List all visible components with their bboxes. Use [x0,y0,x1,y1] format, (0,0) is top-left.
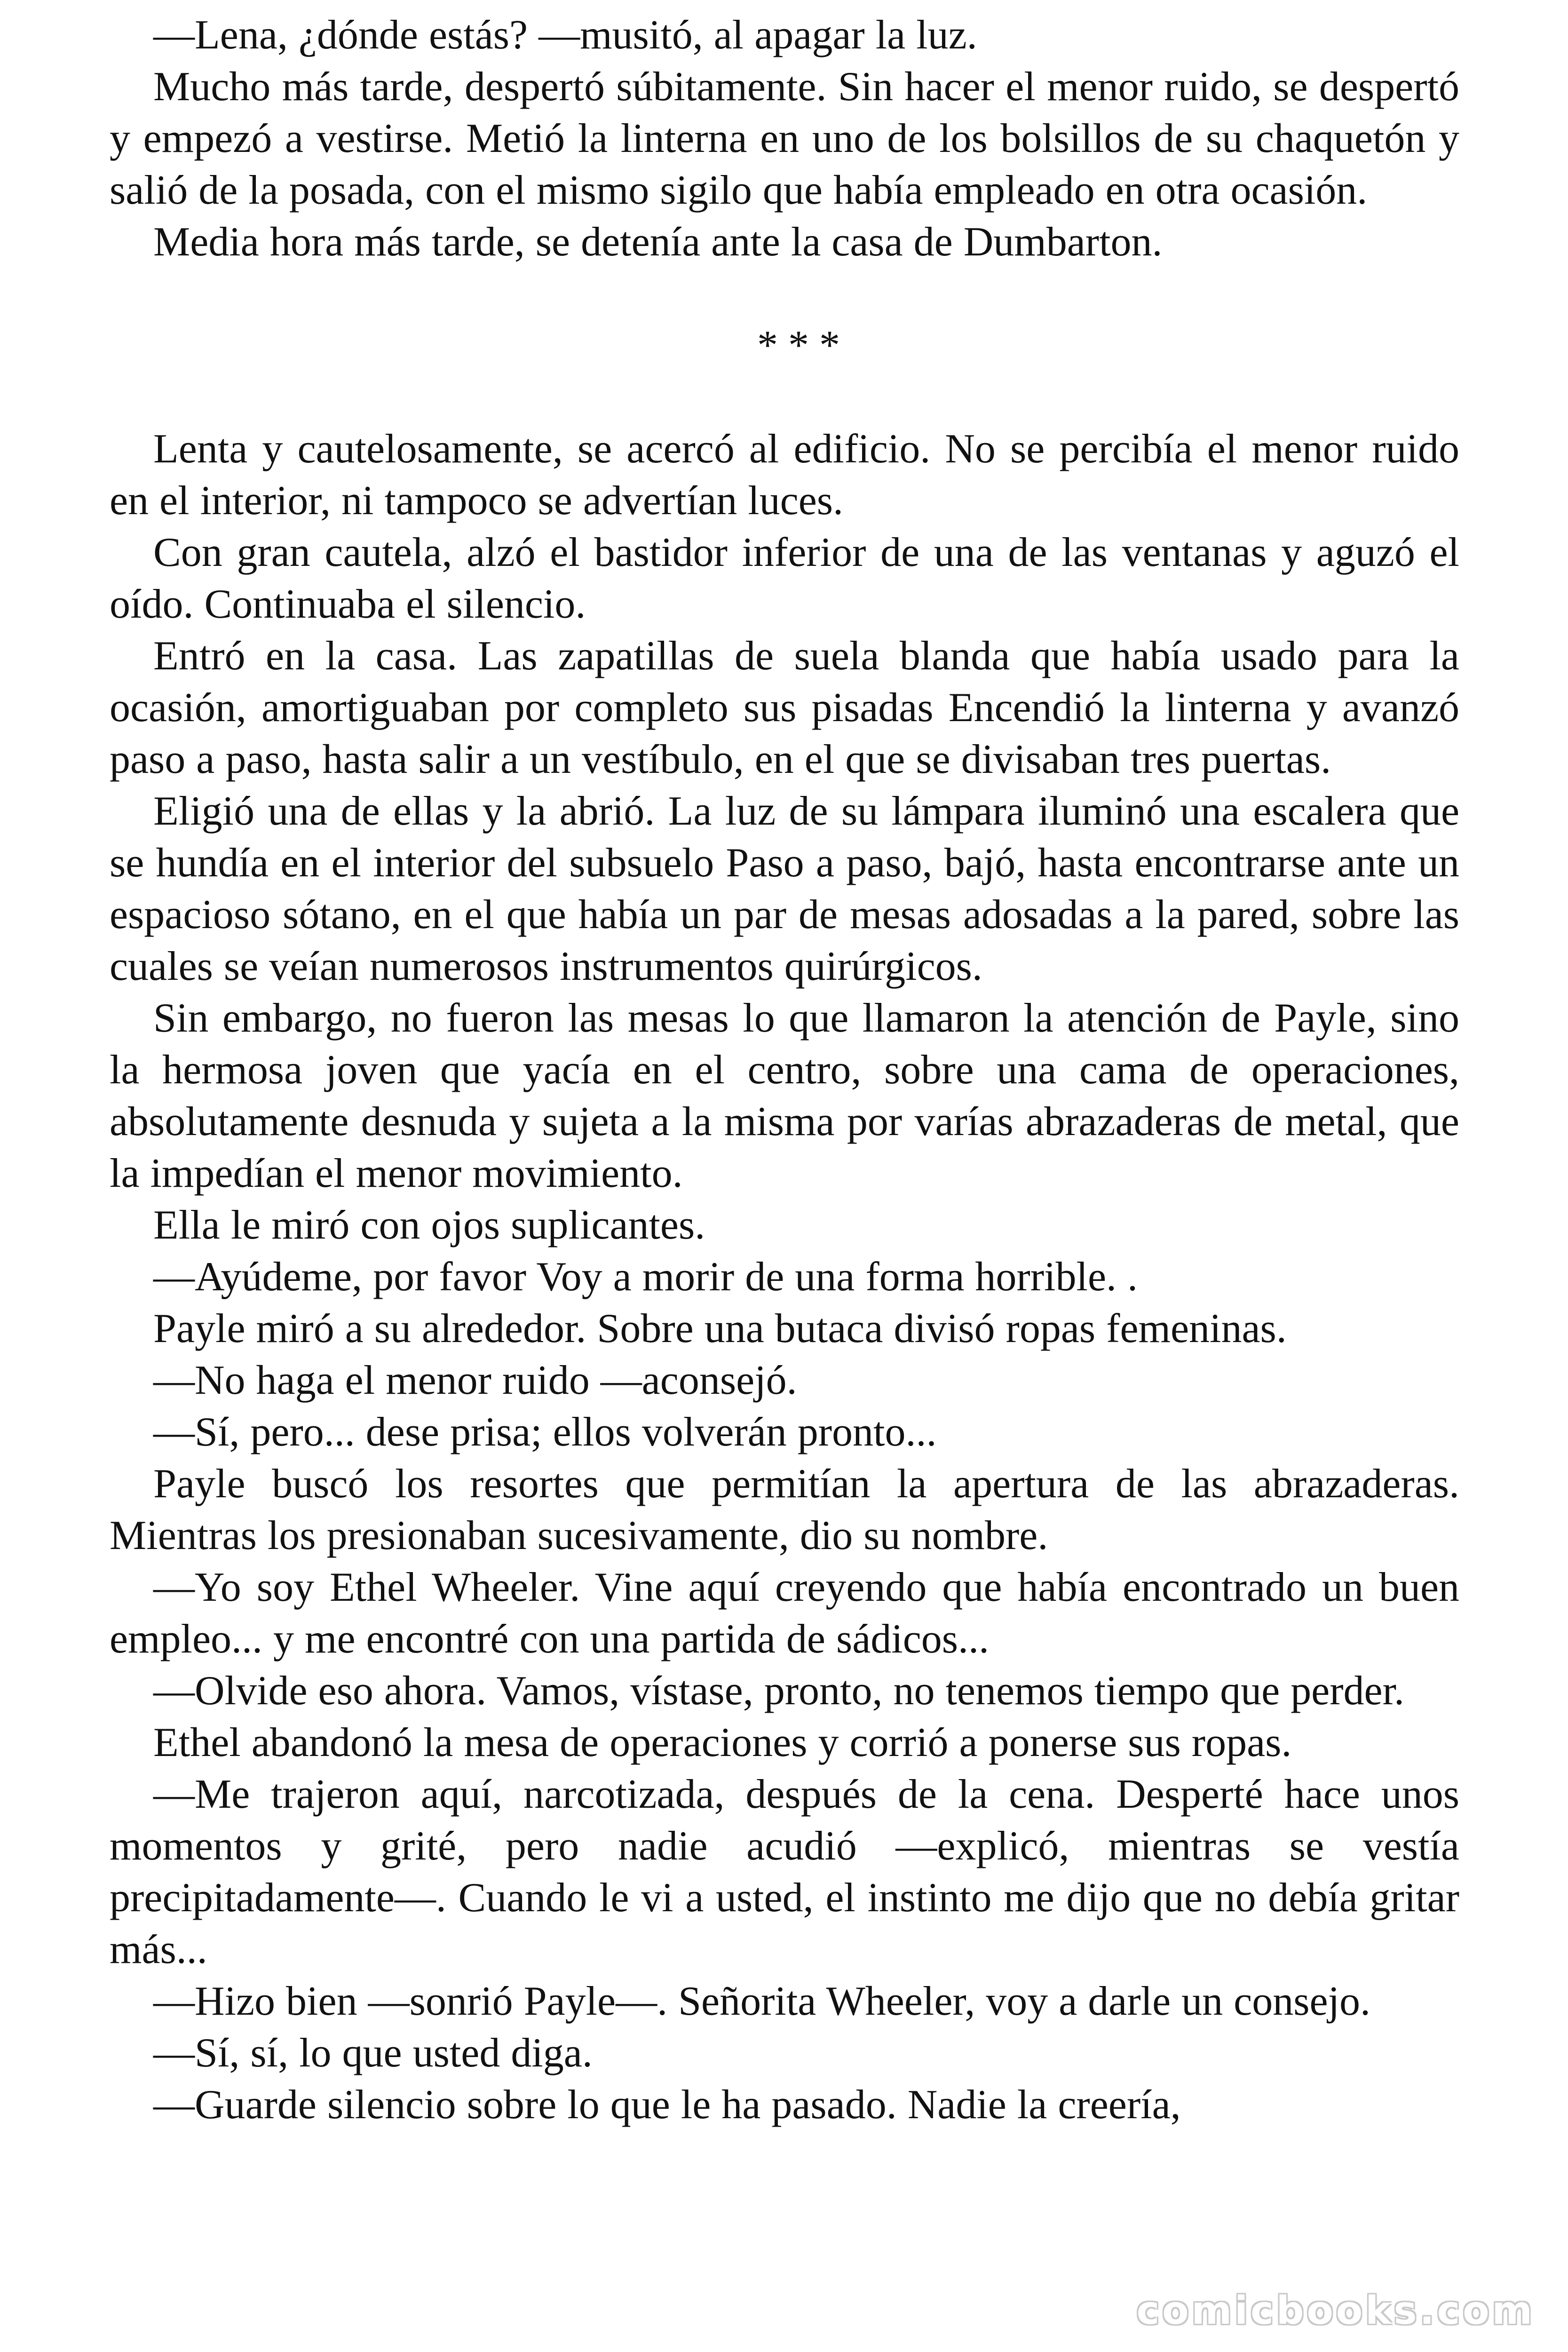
paragraph: Payle miró a su alrededor. Sobre una butaca divisó ropas femeninas. [153,1306,1287,1351]
paragraph: Sin embargo, no fueron las mesas lo que llamaron la atención de Payle, sino la hermosa joven que yacía en el centro, sobre una cama de operaciones, absolutamente desnuda y sujeta a la misma por varías abrazaderas de metal, que la impedían el menor movimiento. [110,995,1459,1196]
paragraph: —Guarde silencio sobre lo que le ha pasado. Nadie la creería, [153,2082,1181,2128]
paragraph: Entró en la casa. Las zapatillas de suela blanda que había usado para la ocasión, amortiguaban por completo sus pisadas Encendió la linterna y avanzó paso a paso, hasta salir a un vestíbulo, en el que se divisaban tres puertas. [110,633,1459,782]
paragraph: Lenta y cautelosamente, se acercó al edificio. No se percibía el menor ruido en el interior, ni tampoco se advertían luces. [110,426,1459,524]
paragraph: Payle buscó los resortes que permitían la apertura de las abrazaderas. Mientras los presionaban sucesivamente, dio su nombre. [110,1461,1459,1558]
paragraph: —Lena, ¿dónde estás? —musitó, al apagar la luz. [153,12,977,58]
paragraph: —Sí, sí, lo que usted diga. [153,2030,593,2076]
watermark: comicbooks.com [1136,2288,1535,2333]
paragraph: —Yo soy Ethel Wheeler. Vine aquí creyendo que había encontrado un buen empleo... y me encontré con una partida de sádicos... [110,1565,1459,1662]
paragraph: Ethel abandonó la mesa de operaciones y corrió a ponerse sus ropas. [153,1720,1292,1765]
paragraph: Ella le miró con ojos suplicantes. [153,1202,705,1248]
text-column [110,9,1459,2131]
paragraph: Eligió una de ellas y la abrió. La luz de su lámpara iluminó una escalera que se hundía en el interior del subsuelo Paso a paso, bajó, hasta encontrarse ante un espacioso sótano, en el que había un par de mesas adosadas a la pared, sobre las cuales se veían numerosos instrumentos quirúrgicos. [110,788,1459,989]
paragraph: Con gran cautela, alzó el bastidor inferior de una de las ventanas y aguzó el oído. Continuaba el silencio. [110,530,1459,627]
paragraph: —Sí, pero... dese prisa; ellos volverán pronto... [153,1409,937,1455]
paragraph: —Me trajeron aquí, narcotizada, después de la cena. Desperté hace unos momentos y grité, pero nadie acudió —explicó, mientras se vestía precipitadamente—. Cuando le vi a usted, el instinto me dijo que no debía gritar más... [110,1772,1459,1972]
paragraph: —Olvide eso ahora. Vamos, vístase, pronto, no tenemos tiempo que perder. [153,1668,1405,1714]
paragraph: —Ayúdeme, por favor Voy a morir de una forma horrible. . [153,1254,1138,1300]
paragraph: —No haga el menor ruido —aconsejó. [153,1358,797,1403]
section-separator: * * * [757,323,840,368]
paragraph: Mucho más tarde, despertó súbitamente. Sin hacer el menor ruido, se despertó y empezó a vestirse. Metió la linterna en uno de los bolsillos de su chaquetón y salió de la posada, con el mismo sigilo que había empleado en otra ocasión. [110,64,1459,213]
paragraph: —Hizo bien —sonrió Payle—. Señorita Wheeler, voy a darle un consejo. [153,1979,1370,2024]
paragraph: Media hora más tarde, se detenía ante la casa de Dumbarton. [153,219,1163,265]
